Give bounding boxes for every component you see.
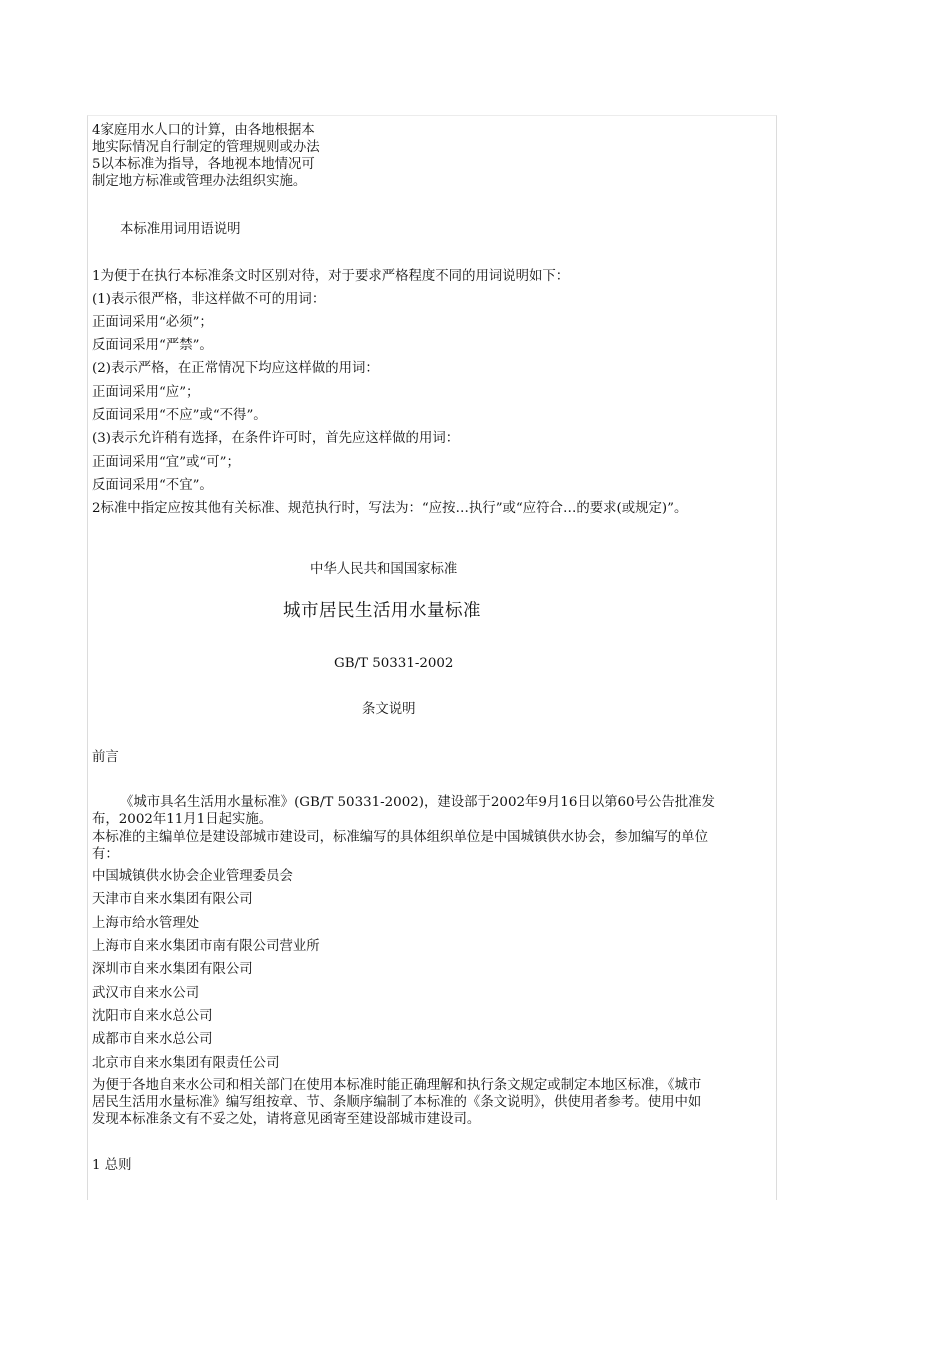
text-line: 4家庭用水人口的计算，由各地根据本 bbox=[92, 123, 315, 138]
terms-line: 正面词采用“宜”或“可”； bbox=[92, 455, 240, 470]
unit-item: 深圳市自来水集团有限公司 bbox=[92, 962, 253, 977]
closing-paragraph: 为便于各地自来水公司和相关部门在使用本标准时能正确理解和执行条文规定或制定本地区标准，《城市居民生活用水量标准》编写组按章、节、条顺序编制了本标准的《条文说明》，供使用者参考。使用中如发现本标准条文有不妥之处，请将意见函寄至建设部城市建设司。 bbox=[92, 1078, 702, 1127]
terms-line: 反面词采用“不应”或“不得”。 bbox=[92, 408, 267, 423]
text-line: 制定地方标准或管理办法组织实施。 bbox=[92, 174, 307, 189]
terms-line: 正面词采用“必须”； bbox=[92, 315, 213, 330]
document-page bbox=[87, 115, 777, 1200]
document-code: GB/T 50331-2002 bbox=[334, 656, 454, 671]
terms-line: 反面词采用“不宜”。 bbox=[92, 478, 213, 493]
text-line: 地实际情况自行制定的管理规则或办法 bbox=[92, 140, 320, 155]
text-line: 5以本标准为指导，各地视本地情况可 bbox=[92, 157, 315, 172]
terms-line: 正面词采用“应”； bbox=[92, 385, 200, 400]
preface-heading: 前言 bbox=[92, 750, 119, 765]
unit-item: 武汉市自来水公司 bbox=[92, 986, 200, 1001]
terms-line: (3)表示允许稍有选择，在条件许可时，首先应这样做的用词： bbox=[92, 431, 460, 446]
unit-item: 沈阳市自来水总公司 bbox=[92, 1009, 213, 1024]
terms-note: 2标准中指定应按其他有关标准、规范执行时，写法为：“应按…执行”或“应符合…的要求(或规定)”。 bbox=[92, 501, 688, 516]
unit-item: 天津市自来水集团有限公司 bbox=[92, 892, 253, 907]
unit-item: 成都市自来水总公司 bbox=[92, 1032, 213, 1047]
section-heading-terms: 本标准用词用语说明 bbox=[120, 222, 241, 237]
national-standard-label: 中华人民共和国国家标准 bbox=[310, 562, 458, 577]
terms-line: 1为便于在执行本标准条文时区别对待，对于要求严格程度不同的用词说明如下： bbox=[92, 269, 570, 284]
unit-item: 上海市自来水集团市南有限公司营业所 bbox=[92, 939, 320, 954]
unit-item: 上海市给水管理处 bbox=[92, 916, 200, 931]
document-title: 城市居民生活用水量标准 bbox=[283, 601, 481, 621]
preface-paragraph: 本标准的主编单位是建设部城市建设司，标准编写的具体组织单位是中国城镇供水协会，参加编写的单位有： bbox=[92, 830, 708, 862]
preface-paragraph: 《城市具名生活用水量标准》(GB/T 50331-2002)，建设部于2002年9月16日以第60号公告批准发布，2002年11月1日起实施。 bbox=[92, 795, 715, 827]
unit-item: 中国城镇供水协会企业管理委员会 bbox=[92, 869, 293, 884]
terms-line: 反面词采用“严禁”。 bbox=[92, 338, 213, 353]
terms-line: (2)表示严格，在正常情况下均应这样做的用词： bbox=[92, 361, 379, 376]
chapter-heading: 1 总则 bbox=[92, 1158, 132, 1173]
terms-line: (1)表示很严格，非这样做不可的用词： bbox=[92, 292, 326, 307]
unit-item: 北京市自来水集团有限责任公司 bbox=[92, 1056, 280, 1071]
explanation-heading: 条文说明 bbox=[362, 702, 416, 717]
